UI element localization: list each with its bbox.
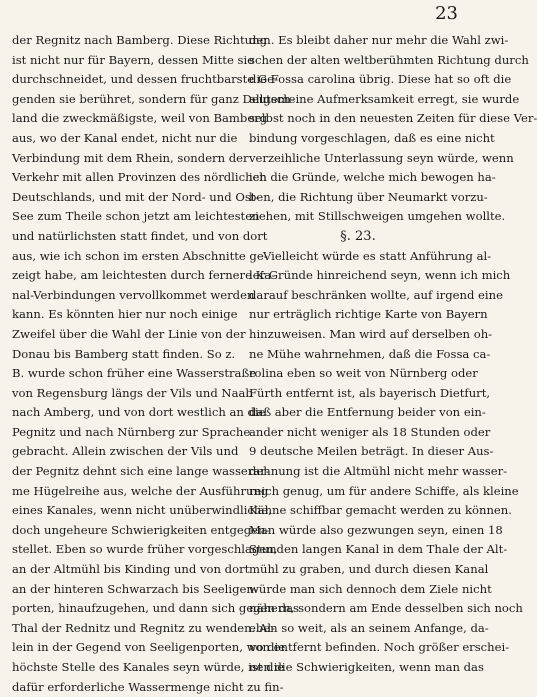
- text-line: land die zweckmäßigste, weil von Bamberg: [12, 111, 268, 126]
- text-line: Donau bis Bamberg statt finden. So z.: [12, 346, 236, 361]
- text-line: genden sie berühret, sondern für ganz Deutsch-: [12, 91, 295, 106]
- text-line: gebracht. Allein zwischen der Vils und: [12, 444, 239, 459]
- text-line: stellet. Eben so wurde früher vorgeschlagen,: [12, 542, 278, 557]
- text-line: nur erträglich richtige Karte von Bayern: [249, 307, 488, 322]
- text-line: Deutschlands, und mit der Nord- und Ost-: [12, 189, 260, 204]
- text-line: kann. Es könnten hier nur noch einige: [12, 307, 238, 322]
- text-line: nähern, sondern am Ende desselben sich noch: [249, 601, 523, 616]
- text-line: an der Altmühl bis Kinding und von dort: [12, 562, 250, 577]
- text-line: Verkehr mit allen Provinzen des nördlichen: [12, 170, 267, 185]
- text-line: selbst noch in den neuesten Zeiten für diese Ver-: [249, 111, 537, 126]
- text-line: Thal der Rednitz und Regnitz zu wenden. Al-: [12, 620, 275, 635]
- text-line: nach Amberg, und von dort westlich an die: [12, 405, 266, 420]
- text-line: me Hügelreihe aus, welche der Ausführung: [12, 483, 269, 498]
- text-line: dafür erforderliche Wassermenge nicht zu fin-: [12, 679, 284, 694]
- text-line: schen der alten weltberühmten Richtung durch: [249, 52, 529, 67]
- section-heading: §. 23.: [340, 228, 376, 244]
- text-line: an der hinteren Schwarzach bis Seeligen-: [12, 581, 258, 596]
- right-column: [249, 31, 537, 678]
- text-line: von entfernt befinden. Noch größer erschei-: [249, 640, 510, 655]
- text-line: höchste Stelle des Kanales seyn würde, ist die: [12, 660, 285, 674]
- text-line: lein in der Gegend von Seeligenporten, wo die: [12, 640, 286, 655]
- text-line: Stunden langen Kanal in dem Thale der Alt-: [249, 542, 508, 557]
- text-line: die Fossa carolina übrig. Diese hat so oft die: [249, 72, 512, 87]
- text-line: doch ungeheure Schwierigkeiten entgegen-: [12, 522, 270, 537]
- text-line: ne Mühe wahrnehmen, daß die Fossa ca-: [249, 346, 491, 361]
- text-line: ander nicht weniger als 18 Stunden oder: [249, 424, 491, 439]
- text-line: zeigt habe, am leichtesten durch fernere Ka-: [12, 268, 276, 283]
- text-line: durchschneidet, und dessen fruchtbarste Ge-: [12, 72, 278, 87]
- text-line: nal-Verbindungen vervollkommet werden: [12, 287, 255, 302]
- text-line: allgemeine Aufmerksamkeit erregt, sie wurde: [249, 91, 520, 106]
- text-line: rolina eben so weit von Nürnberg oder: [249, 366, 478, 381]
- text-line: der Regnitz nach Bamberg. Diese Richtung: [12, 33, 267, 47]
- text-line: der Pegnitz dehnt sich eine lange wasserar-: [12, 464, 270, 479]
- text-line: ziehen, mit Stillschweigen umgehen wollte.: [249, 209, 506, 224]
- text-line: verzeihliche Unterlassung seyn würde, wenn: [249, 150, 514, 165]
- page-number: 23: [435, 3, 458, 24]
- text-line: mühl zu graben, und durch diesen Kanal: [249, 562, 489, 577]
- text-line: eines Kanales, wenn nicht unüberwindliche,: [12, 503, 272, 518]
- text-line: Zweifel über die Wahl der Linie von der: [12, 326, 246, 341]
- text-line: Verbindung mit dem Rhein, sondern der: [12, 150, 249, 165]
- right-column-top-text: [249, 31, 537, 227]
- text-line: daß aber die Entfernung beider von ein-: [249, 405, 486, 420]
- text-line: Fürth entfernt ist, als bayerisch Dietfurt,: [249, 385, 491, 400]
- text-line: See zum Theile schon jetzt am leichtesten: [12, 209, 260, 224]
- text-line: von Regensburg längs der Vils und Naab: [12, 385, 253, 400]
- text-line: B. wurde schon früher eine Wasserstraße: [12, 366, 257, 381]
- text-line: 9 deutsche Meilen beträgt. In dieser Aus-: [249, 444, 494, 459]
- text-line: aus, wie ich schon im ersten Abschnitte ge-: [12, 248, 268, 263]
- text-line: reich genug, um für andere Schiffe, als kleine: [249, 483, 519, 498]
- text-line: ben, die Richtung über Neumarkt vorzu-: [249, 189, 488, 204]
- text-line: und natürlichsten statt findet, und von dort: [12, 228, 268, 243]
- text-line: den. Es bleibt daher nur mehr die Wahl zwi-: [249, 33, 509, 47]
- text-line: bindung vorgeschlagen, daß es eine nicht: [249, 130, 495, 145]
- text-line: ler Gründe hinreichend seyn, wenn ich mich: [249, 268, 511, 283]
- text-line: dehnung ist die Altmühl nicht mehr wasser-: [249, 464, 508, 479]
- left-column: [12, 31, 299, 697]
- text-line: würde man sich dennoch dem Ziele nicht: [249, 581, 492, 596]
- text-line: ich die Gründe, welche mich bewogen ha-: [249, 170, 496, 185]
- text-line: nen die Schwierigkeiten, wenn man das: [249, 660, 484, 674]
- text-line: hinzuweisen. Man wird auf derselben oh-: [249, 326, 493, 341]
- text-line: eben so weit, als an seinem Anfange, da-: [249, 620, 489, 635]
- text-line: aus, wo der Kanal endet, nicht nur die: [12, 130, 238, 145]
- text-line: Kähne schiffbar gemacht werden zu können.: [249, 503, 512, 518]
- text-line: porten, hinaufzugehen, und dann sich gegen das: [12, 601, 299, 616]
- text-line: darauf beschränken wollte, auf irgend eine: [249, 287, 503, 302]
- text-line: Man würde also gezwungen seyn, einen 18: [249, 522, 503, 537]
- text-line: ist nicht nur für Bayern, dessen Mitte sie: [12, 52, 255, 67]
- text-line: Pegnitz und nach Nürnberg zur Sprache: [12, 424, 251, 439]
- right-column-bottom-text: [249, 247, 523, 678]
- text-line: Vielleicht würde es statt Anführung al-: [263, 248, 492, 263]
